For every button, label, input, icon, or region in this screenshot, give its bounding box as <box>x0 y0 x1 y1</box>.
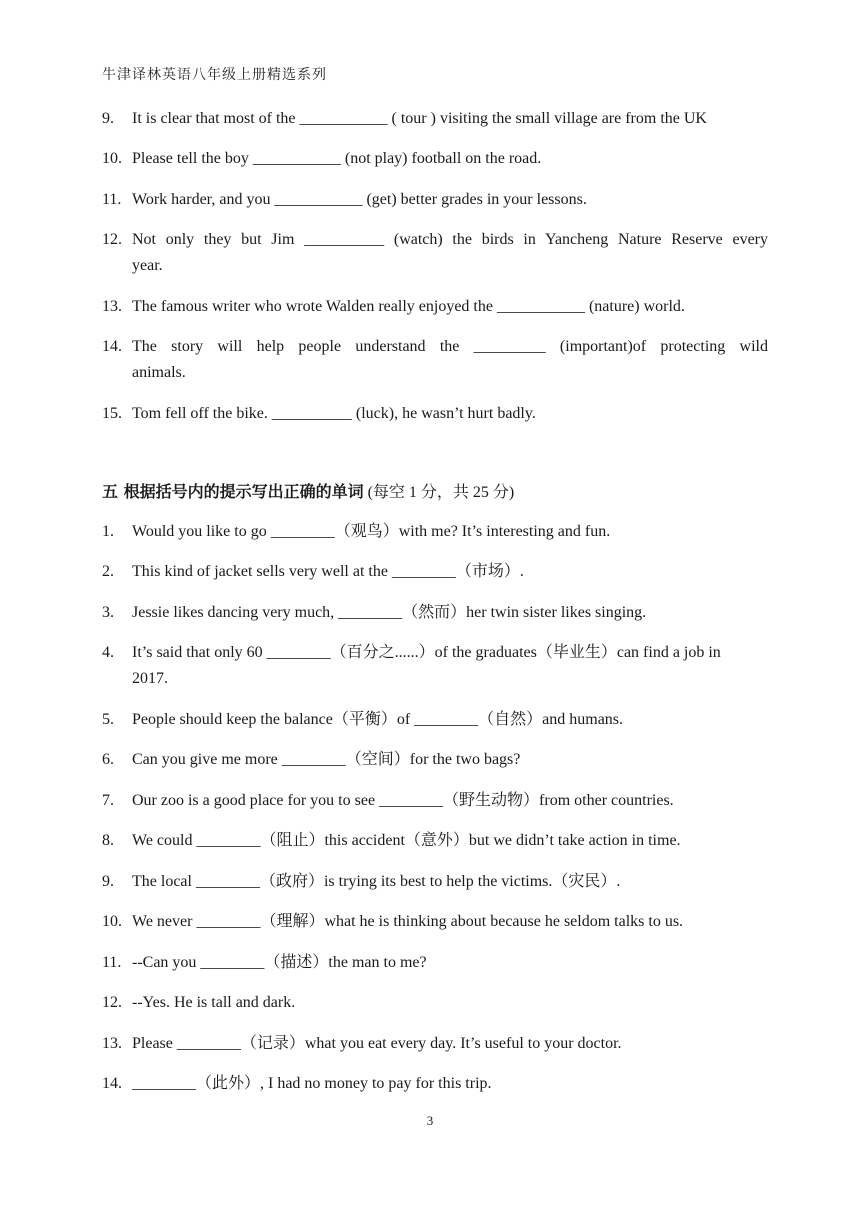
question-item <box>102 990 768 1016</box>
question-text: Please tell the boy ___________ (not play) football on the road. <box>132 150 542 167</box>
section-score-note: (每空 1 分，共 25 分) <box>363 484 515 501</box>
question-number: 9. <box>102 110 114 127</box>
question-item <box>102 828 768 854</box>
question-item <box>102 747 768 773</box>
question-number: 13. <box>102 1035 122 1052</box>
question-text: --Yes. He is tall and dark. <box>132 994 296 1011</box>
question-item <box>102 788 768 814</box>
question-text: The local ________（政府）is trying its best to help the victims.（灾民）. <box>132 873 621 890</box>
question-number: 6. <box>102 751 114 768</box>
question-text: --Can you ________（描述）the man to me? <box>132 954 427 971</box>
question-text: We could ________（阻止）this accident（意外）but we didn’t take action in time. <box>132 832 681 849</box>
question-number: 10. <box>102 150 122 167</box>
question-item <box>102 401 768 427</box>
question-number: 3. <box>102 604 114 621</box>
question-text: This kind of jacket sells very well at the ________（市场）. <box>132 563 524 580</box>
question-text-line1: The story will help people understand the _________ (important)of protecting wild <box>132 338 768 355</box>
question-item <box>102 869 768 895</box>
question-text-line2: year. <box>132 257 163 274</box>
question-number: 15. <box>102 405 122 422</box>
question-number: 14. <box>102 338 122 355</box>
question-number: 8. <box>102 832 114 849</box>
question-item <box>102 640 768 692</box>
question-number: 1. <box>102 523 114 540</box>
question-item <box>102 294 768 320</box>
section-title <box>102 479 514 502</box>
question-text: Tom fell off the bike. __________ (luck), he wasn’t hurt badly. <box>132 405 536 422</box>
question-item <box>102 1071 768 1097</box>
question-item <box>102 707 768 733</box>
question-number: 12. <box>102 994 122 1011</box>
question-item <box>102 146 768 172</box>
page-number: 3 <box>426 1113 434 1128</box>
question-text: ________（此外）, I had no money to pay for this trip. <box>132 1075 492 1092</box>
question-item <box>102 1031 768 1057</box>
question-text: It is clear that most of the ___________ ( tour ) visiting the small village are from the UK <box>132 110 707 127</box>
question-item <box>102 334 768 386</box>
question-text: People should keep the balance（平衡）of ________（自然）and humans. <box>132 711 624 728</box>
question-item <box>102 106 768 132</box>
question-number: 7. <box>102 792 114 809</box>
page-header: 牛津译林英语八年级上册精选系列 <box>102 67 327 83</box>
question-text: Can you give me more ________（空间）for the two bags? <box>132 751 521 768</box>
question-item <box>102 227 768 279</box>
section-title-text: 五 根据括号内的提示写出正确的单词 <box>102 482 364 501</box>
question-text: Please ________（记录）what you eat every day. It’s useful to your doctor. <box>132 1035 622 1052</box>
question-item <box>102 187 768 213</box>
question-number: 9. <box>102 873 114 890</box>
question-text-line2: 2017. <box>132 670 168 687</box>
question-text: The famous writer who wrote Walden really enjoyed the ___________ (nature) world. <box>132 298 685 315</box>
question-item <box>102 519 768 545</box>
question-text: Work harder, and you ___________ (get) better grades in your lessons. <box>132 191 587 208</box>
question-text-line1: Not only they but Jim __________ (watch) the birds in Yancheng Nature Reserve every <box>132 231 768 248</box>
question-number: 11. <box>102 954 122 971</box>
question-item <box>102 559 768 585</box>
question-text: Jessie likes dancing very much, ________（然而）her twin sister likes singing. <box>132 604 647 621</box>
question-number: 10. <box>102 913 122 930</box>
question-number: 4. <box>102 644 114 661</box>
question-item <box>102 909 768 935</box>
question-text: Would you like to go ________（观鸟）with me? It’s interesting and fun. <box>132 523 611 540</box>
question-number: 5. <box>102 711 114 728</box>
question-number: 2. <box>102 563 114 580</box>
question-number: 11. <box>102 191 122 208</box>
question-item <box>102 950 768 976</box>
question-number: 13. <box>102 298 122 315</box>
question-number: 14. <box>102 1075 122 1092</box>
question-text: Our zoo is a good place for you to see ________（野生动物）from other countries. <box>132 792 674 809</box>
question-text-line1: It’s said that only 60 ________（百分之......）of the graduates（毕业生）can find a job in <box>132 644 721 661</box>
question-number: 12. <box>102 231 122 248</box>
question-item <box>102 600 768 626</box>
question-text-line2: animals. <box>132 364 186 381</box>
question-text: We never ________（理解）what he is thinking about because he seldom talks to us. <box>132 913 684 930</box>
